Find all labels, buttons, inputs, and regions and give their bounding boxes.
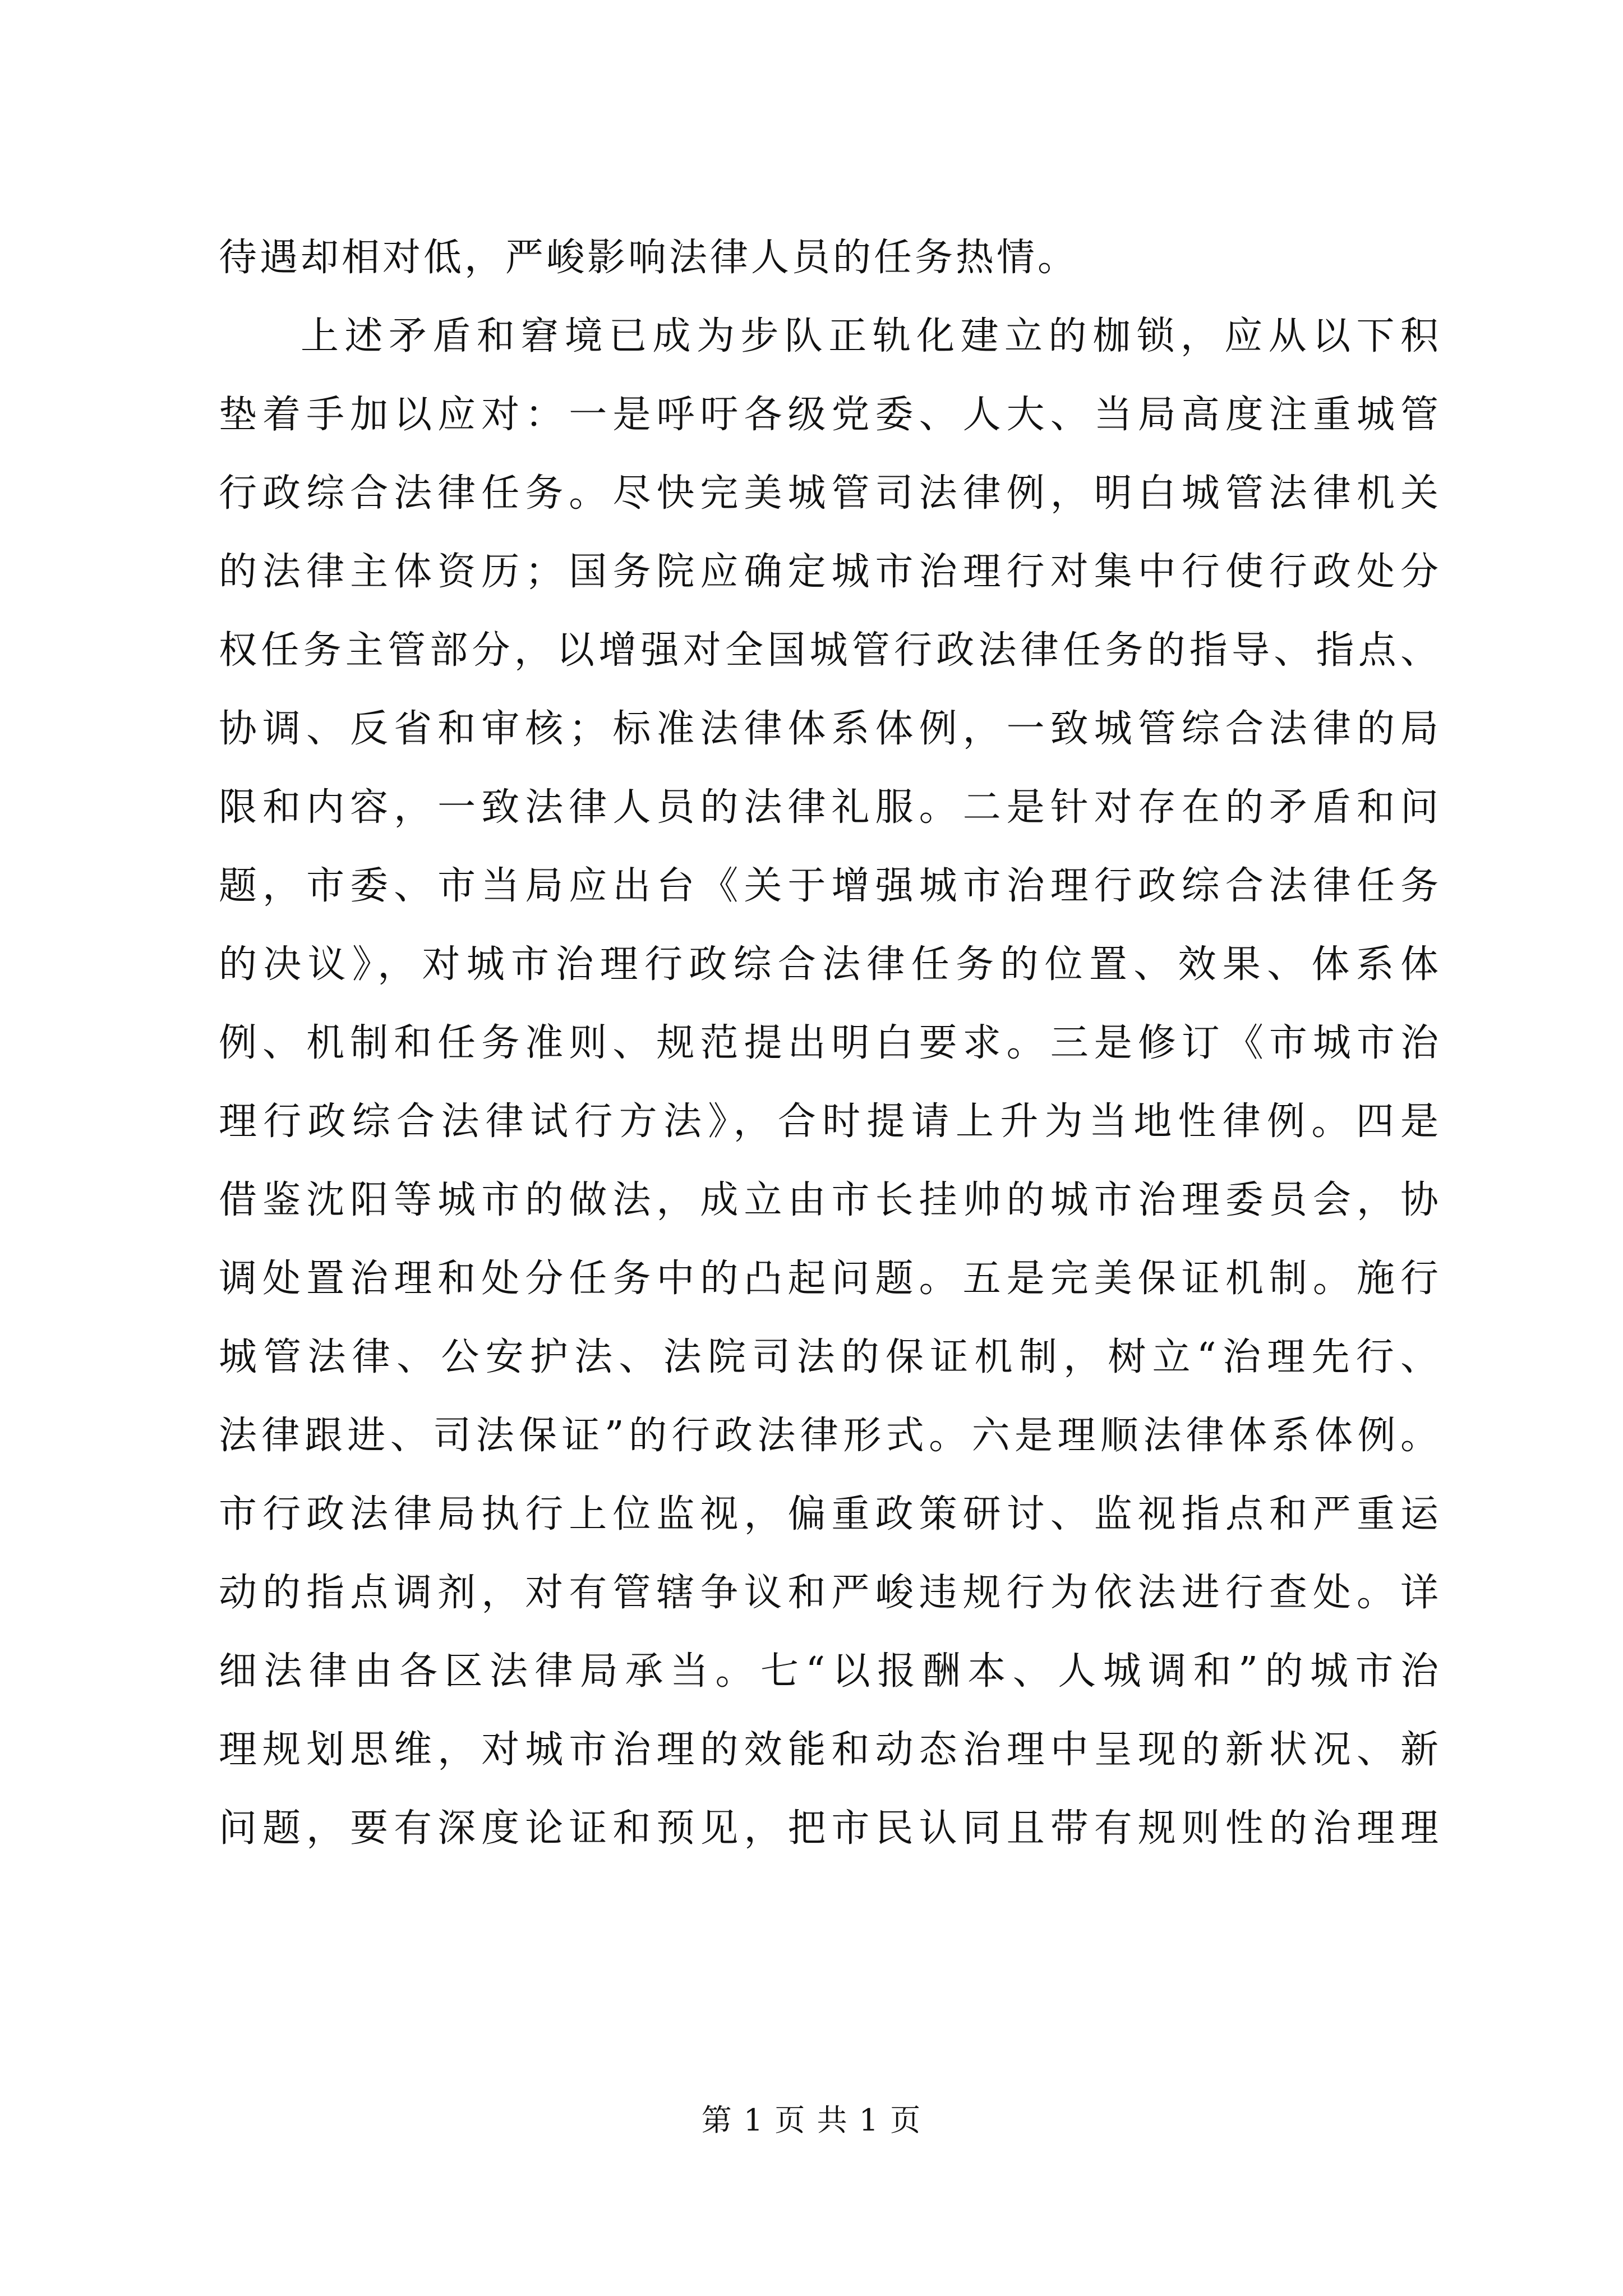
text-line-18: 动的指点调剂，对有管辖争议和严峻违规行为依法进行查处。详 [219,1571,1441,1615]
text-line-1: 待遇却相对低，严峻影响法律人员的任务热情。 [219,236,1079,280]
text-line-10: 的决议》，对城市治理行政综合法律任务的位置、效果、体系体 [219,942,1441,987]
text-line-20: 理规划思维，对城市治理的效能和动态治理中呈现的新状况、新 [219,1728,1441,1772]
text-line-3: 垫着手加以应对：一是呼吁各级党委、人大、当局高度注重城管 [219,393,1441,437]
text-line-12: 理行政综合法律试行方法》，合时提请上升为当地性律例。四是 [219,1099,1441,1144]
text-line-21: 问题，要有深度论证和预见，把市民认同且带有规则性的治理理 [219,1806,1441,1851]
text-line-6: 权任务主管部分，以增强对全国城管行政法律任务的指导、指点、 [219,628,1441,673]
text-line-5: 的法律主体资历；国务院应确定城市治理行对集中行使行政处分 [219,550,1441,594]
text-line-17: 市行政法律局执行上位监视，偏重政策研讨、监视指点和严重运 [219,1492,1441,1536]
text-line-16: 法律跟进、司法保证”的行政法律形式。六是理顺法律体系体例。 [219,1414,1441,1458]
text-line-8: 限和内容，一致法律人员的法律礼服。二是针对存在的矛盾和问 [219,785,1441,830]
body-text [219,219,1441,1868]
text-line-7: 协调、反省和审核；标准法律体系体例，一致城管综合法律的局 [219,707,1441,751]
text-line-11: 例、机制和任务准则、规范提出明白要求。三是修订《市城市治 [219,1021,1441,1065]
text-line-15: 城管法律、公安护法、法院司法的保证机制，树立“治理先行、 [219,1335,1441,1379]
page-number-label: 第 1 页 共 1 页 [701,2102,922,2138]
text-line-19: 细法律由各区法律局承当。七“以报酬本、人城调和”的城市治 [219,1649,1441,1694]
text-line-14: 调处置治理和处分任务中的凸起问题。五是完美保证机制。施行 [219,1257,1441,1301]
page-footer [0,2101,1623,2140]
text-line-9: 题，市委、市当局应出台《关于增强城市治理行政综合法律任务 [219,864,1441,908]
text-line-4: 行政综合法律任务。尽快完美城管司法律例，明白城管法律机关 [219,471,1441,516]
text-line-2: 上述矛盾和窘境已成为步队正轨化建立的枷锁，应从以下积 [301,314,1441,358]
text-line-13: 借鉴沈阳等城市的做法，成立由市长挂帅的城市治理委员会，协 [219,1178,1441,1222]
